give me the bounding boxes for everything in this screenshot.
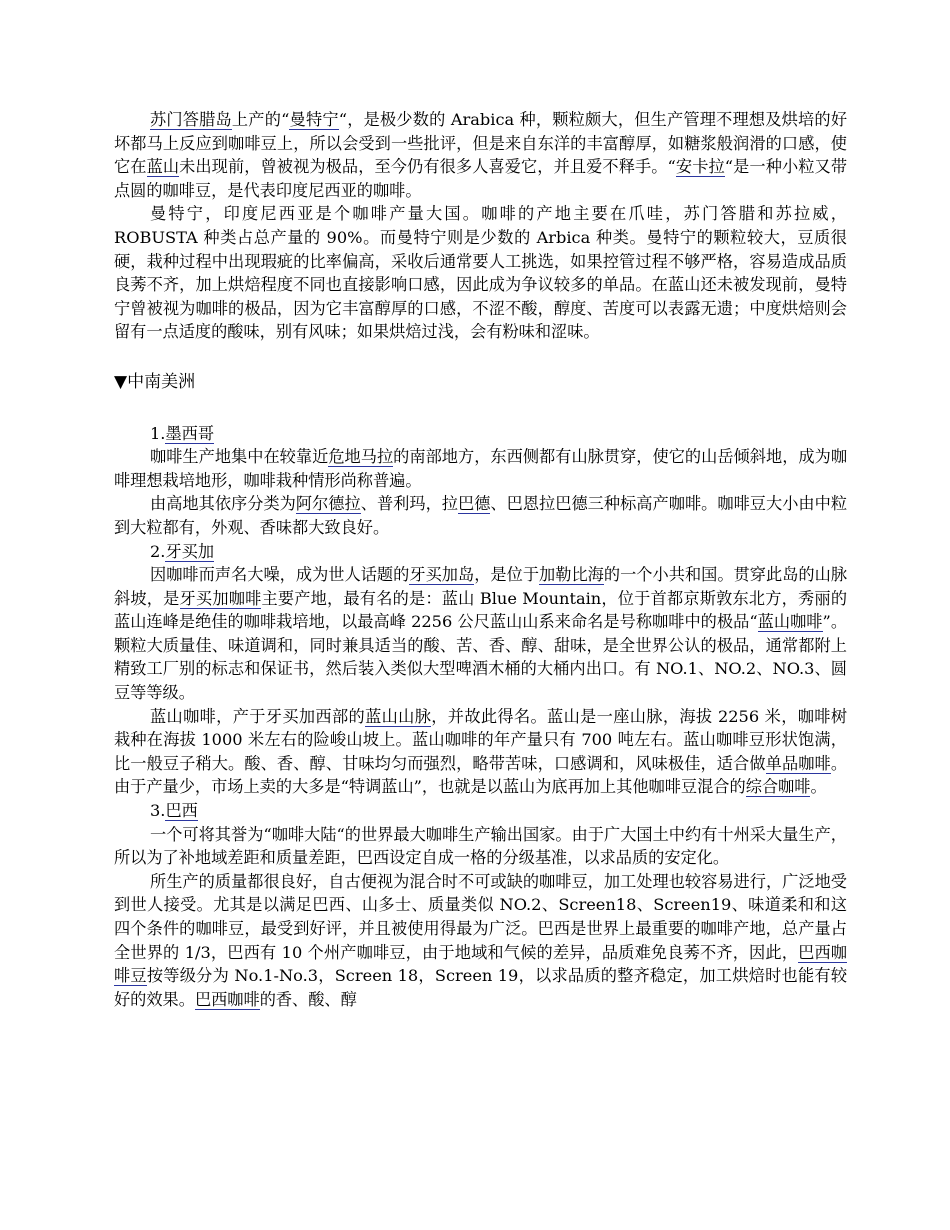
link-brazil-coffee[interactable]: 巴西咖啡 [194,989,260,1009]
link-guatemala[interactable]: 危地马拉 [328,447,394,467]
section-heading: ▼中南美洲 [114,371,196,392]
link-jamaica-coffee[interactable]: 牙买加咖啡 [179,588,262,608]
link-caribbean[interactable]: 加勒比海 [539,565,604,585]
link-mandheling[interactable]: 曼特宁 [289,110,339,129]
link-blue-mountain-coffee[interactable]: 蓝山咖啡 [757,612,823,632]
link-blue-mountain[interactable]: 蓝山 [146,157,180,177]
link-blue-mountains[interactable]: 蓝山山脉 [365,706,432,726]
mexico-heading: 1.墨西哥 [150,423,215,443]
brazil-paragraph-2: 所生产的质量都很良好，自古便视为混合时不可或缺的咖啡豆，加工处理也较容易进行，广泛地受到世人接受。尤其是以满足巴西、山多士、质量类似 NO.2、Screen18、Screen19、味道柔和和这四个条件的咖啡豆，最受到好评，并且被使用得最为广泛。巴西是世界上最重要的咖啡产地，总产量占全世界的 1/3，巴西有 10 个州产咖啡豆，由于地域和气候的差异，品质难免良莠不齐，因此，巴西咖啡豆按等级分为 No.1-No.3，Screen 18，Screen 19，以求品质的整齐稳定，加工烘焙时也能有较好的效果。巴西咖啡的香、酸、醇 [114,871,848,1009]
mexico-paragraph-2: 由高地其依序分类为阿尔德拉、普利玛，拉巴德、巴恩拉巴德三种标高产咖啡。咖啡豆大小由中粒到大粒都有，外观、香味都大致良好。 [114,494,848,537]
link-mexico[interactable]: 墨西哥 [165,423,215,443]
jamaica-paragraph-1: 因咖啡而声名大噪，成为世人话题的牙买加岛，是位于加勒比海的一个小共和国。贯穿此岛的山脉斜坡，是牙买加咖啡主要产地，最有名的是：蓝山 Blue Mountain，位于首都京斯敦东北方，秀丽的蓝山连峰是绝佳的咖啡栽培地，以最高峰 2256 公尺蓝山山系来命名是号称咖啡中的极品“蓝山咖啡”。颗粒大质量佳、味道调和，同时兼具适当的酸、苦、香、醇、甜味，是全世界公认的极品，通常都附上精致工厂别的标志和保证书，然后装入类似大型啤酒木桶的大桶内出口。有 NO.1、NO.2、NO.3、圆豆等等级。 [114,565,848,703]
link-brazil-beans[interactable]: 巴西咖啡豆 [114,942,847,986]
document-page [114,108,847,1011]
link-blend-coffee[interactable]: 综合咖啡 [745,777,811,797]
link-brazil[interactable]: 巴西 [165,801,198,821]
jamaica-heading: 2.牙买加 [150,541,215,561]
link-single-origin[interactable]: 单品咖啡 [765,753,831,773]
link-sumatra[interactable]: 苏门答腊岛 [150,110,232,129]
mandheling-paragraph: 苏门答腊岛上产的“曼特宁“，是极少数的 Arabica 种，颗粒颇大，但生产管理不理想及烘培的好坏都马上反应到咖啡豆上，所以会受到一些批评，但是来自东洋的丰富醇厚，如糖浆般润滑的口感，使它在蓝山未出现前，曾被视为极品，至今仍有很多人喜爱它，并且爱不释手。“安卡拉“是一种小粒又带点圆的咖啡豆，是代表印度尼西亚的咖啡。 [114,110,848,200]
link-jamaica[interactable]: 牙买加 [165,541,215,561]
mexico-paragraph-1: 咖啡生产地集中在较靠近危地马拉的南部地方，东西侧都有山脉贯穿，使它的山岳倾斜地，成为咖啡理想栽培地形，咖啡栽种情形尚称普遍。 [114,447,848,490]
brazil-heading: 3.巴西 [150,801,198,821]
link-altura[interactable]: 阿尔德拉 [295,494,361,514]
link-bade[interactable]: 巴德 [458,494,491,514]
jamaica-paragraph-2: 蓝山咖啡，产于牙买加西部的蓝山山脉，并故此得名。蓝山是一座山脉，海拔 2256 米，咖啡树栽种在海拔 1000 米左右的险峻山坡上。蓝山咖啡的年产量只有 700 吨左右。蓝山咖啡豆形状饱满，比一般豆子稍大。酸、香、醇、甘味均匀而强烈，略带苦味，口感调和，风味极佳，适合做单品咖啡。由于产量少，市场上卖的大多是“特调蓝山”，也就是以蓝山为底再加上其他咖啡豆混合的综合咖啡。 [114,706,848,797]
brazil-paragraph-1: 一个可将其誉为“咖啡大陆“的世界最大咖啡生产输出国家。由于广大国土中约有十州采大量生产，所以为了补地域差距和质量差距，巴西设定自成一格的分级基准，以求品质的安定化。 [114,824,847,868]
indonesia-paragraph: 曼特宁，印度尼西亚是个咖啡产量大国。咖啡的产地主要在爪哇，苏门答腊和苏拉威，ROBUSTA 种类占总产量的 90%。而曼特宁则是少数的 Arbica 种类。曼特宁的颗粒较大，豆质很硬，栽种过程中出现瑕疵的比率偏高，采收后通常要人工挑选，如果控管过程不够严格，容易造成品质良莠不齐，加上烘焙程度不同也直接影响口感，因此成为争议较多的单品。在蓝山还未被发现前，曼特宁曾被视为咖啡的极品，因为它丰富醇厚的口感，不涩不酸，醇度、苦度可以表露无遗；中度烘焙则会留有一点适度的酸味，别有风味；如果烘焙过浅，会有粉味和涩味。 [114,204,847,342]
link-jamaica-island[interactable]: 牙买加岛 [409,565,475,585]
link-ankara[interactable]: 安卡拉 [675,157,725,177]
